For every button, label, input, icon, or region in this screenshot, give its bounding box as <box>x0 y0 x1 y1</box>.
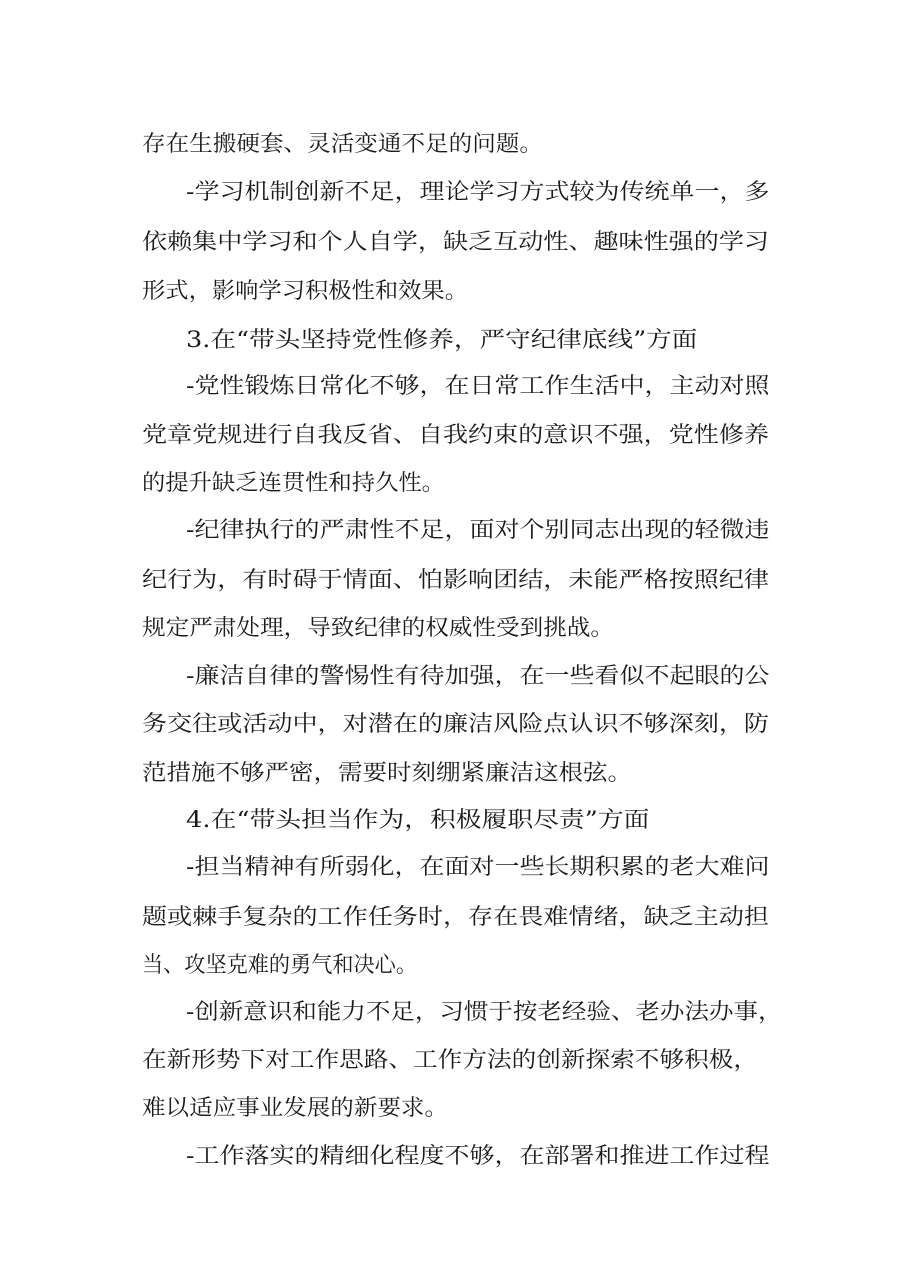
section-heading: 3.在“带头坚持党性修养，严守纪律底线”方面 <box>186 328 698 353</box>
text-line: 的提升缺乏连贯性和持久性。 <box>142 471 446 496</box>
text-line: 形式，影响学习积极性和效果。 <box>142 279 469 304</box>
section-heading: 4.在“带头担当作为，积极履职尽责”方面 <box>186 808 650 833</box>
text-line: 纪行为，有时碍于情面、怕影响团结，未能严格按照纪律 <box>142 568 770 593</box>
text-line: -学习机制创新不足，理论学习方式较为传统单一，多 <box>186 180 770 205</box>
text-line: -廉洁自律的警惕性有待加强，在一些看似不起眼的公 <box>186 664 770 689</box>
text-line: 难以适应事业发展的新要求。 <box>142 1096 449 1121</box>
text-line: 存在生搬硬套、灵活变通不足的问题。 <box>142 132 544 157</box>
text-line: -工作落实的精细化程度不够，在部署和推进工作过程 <box>186 1144 770 1169</box>
text-line: 党章党规进行自我反省、自我约束的意识不强，党性修养 <box>142 423 770 448</box>
text-line: -纪律执行的严肃性不足，面对个别同志出现的轻微违 <box>186 518 770 543</box>
text-line: -担当精神有所弱化，在面对一些长期积累的老大难问 <box>186 855 770 880</box>
text-line: 依赖集中学习和个人自学，缺乏互动性、趣味性强的学习 <box>142 230 770 255</box>
text-line: -创新意识和能力不足，习惯于按老经验、老办法办事， <box>186 1000 783 1025</box>
text-line: 范措施不够严密，需要时刻绷紧廉洁这根弦。 <box>142 761 633 786</box>
text-line: 务交往或活动中，对潜在的廉洁风险点认识不够深刻，防 <box>142 712 770 737</box>
text-line: 在新形势下对工作思路、工作方法的创新探索不够积极， <box>142 1048 759 1073</box>
text-line: 当、攻坚克难的勇气和决心。 <box>142 953 418 978</box>
text-line: 规定严肃处理，导致纪律的权威性受到挑战。 <box>142 616 615 641</box>
text-line: 题或棘手复杂的工作任务时，存在畏难情绪，缺乏主动担 <box>142 905 770 930</box>
text-line: -党性锻炼日常化不够，在日常工作生活中，主动对照 <box>186 374 770 399</box>
